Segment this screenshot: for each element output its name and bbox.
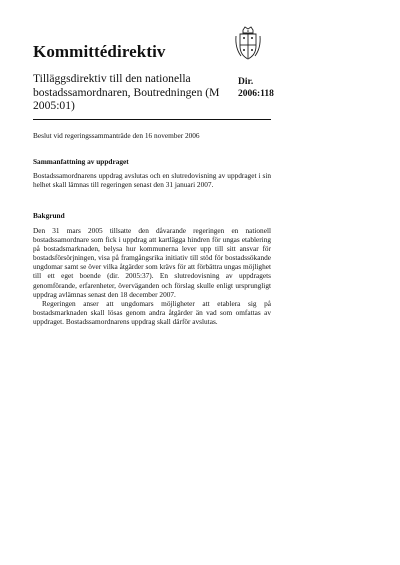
decision-line: Beslut vid regeringssammanträde den 16 november 2006: [33, 131, 200, 140]
section-heading-background: Bakgrund: [33, 211, 65, 220]
paragraph: Den 31 mars 2005 tillsatte den dåvarande regeringen en nationell bostadssamordnare som fick i uppdrag att kartlägga hindren för ungas etablering på bostadsmarknaden, belysa hur kommunerna lever upp till sitt ansvar för bostadsförsörjningen, visa på framgångsrika initiativ till stöd för bostadssökande ungdomar samt se över vilka åtgärder som krävs för att förbättra ungas möjlighet till ett eget boende (dir. 2005:37). En slutredovisning av uppdragets genomförande, erfarenheter, överväganden och förslag skulle enligt ursprungligt uppdrag avlämnas senast den 18 december 2007.: [33, 226, 271, 299]
directive-subtitle: Tilläggsdirektiv till den nationella bostadssamordnaren, Boutredningen (M 2005:01): [33, 72, 220, 113]
section-body-background: [33, 226, 271, 326]
paragraph: Regeringen anser att ungdomars möjligheter att etablera sig på bostadsmarknaden skall lösas genom andra åtgärder än vad som omfattas av uppdraget. Bostadssamordnarens uppdrag skall därför avslutas.: [33, 298, 271, 326]
section-heading-summary: Sammanfattning av uppdraget: [33, 157, 129, 166]
page-title: Kommittédirektiv: [33, 42, 166, 61]
coat-of-arms-icon: [234, 26, 262, 62]
paragraph: Bostadssamordnarens uppdrag avslutas och en slutredovisning av uppdraget i sin helhet skall lämnas till regeringen senast den 31 januari 2007.: [33, 171, 271, 190]
dir-label: Dir.: [238, 77, 254, 87]
directive-number-block: [238, 76, 274, 100]
section-body-summary: [33, 171, 271, 189]
header-divider: [33, 119, 271, 120]
dir-number: 2006:118: [238, 89, 274, 99]
